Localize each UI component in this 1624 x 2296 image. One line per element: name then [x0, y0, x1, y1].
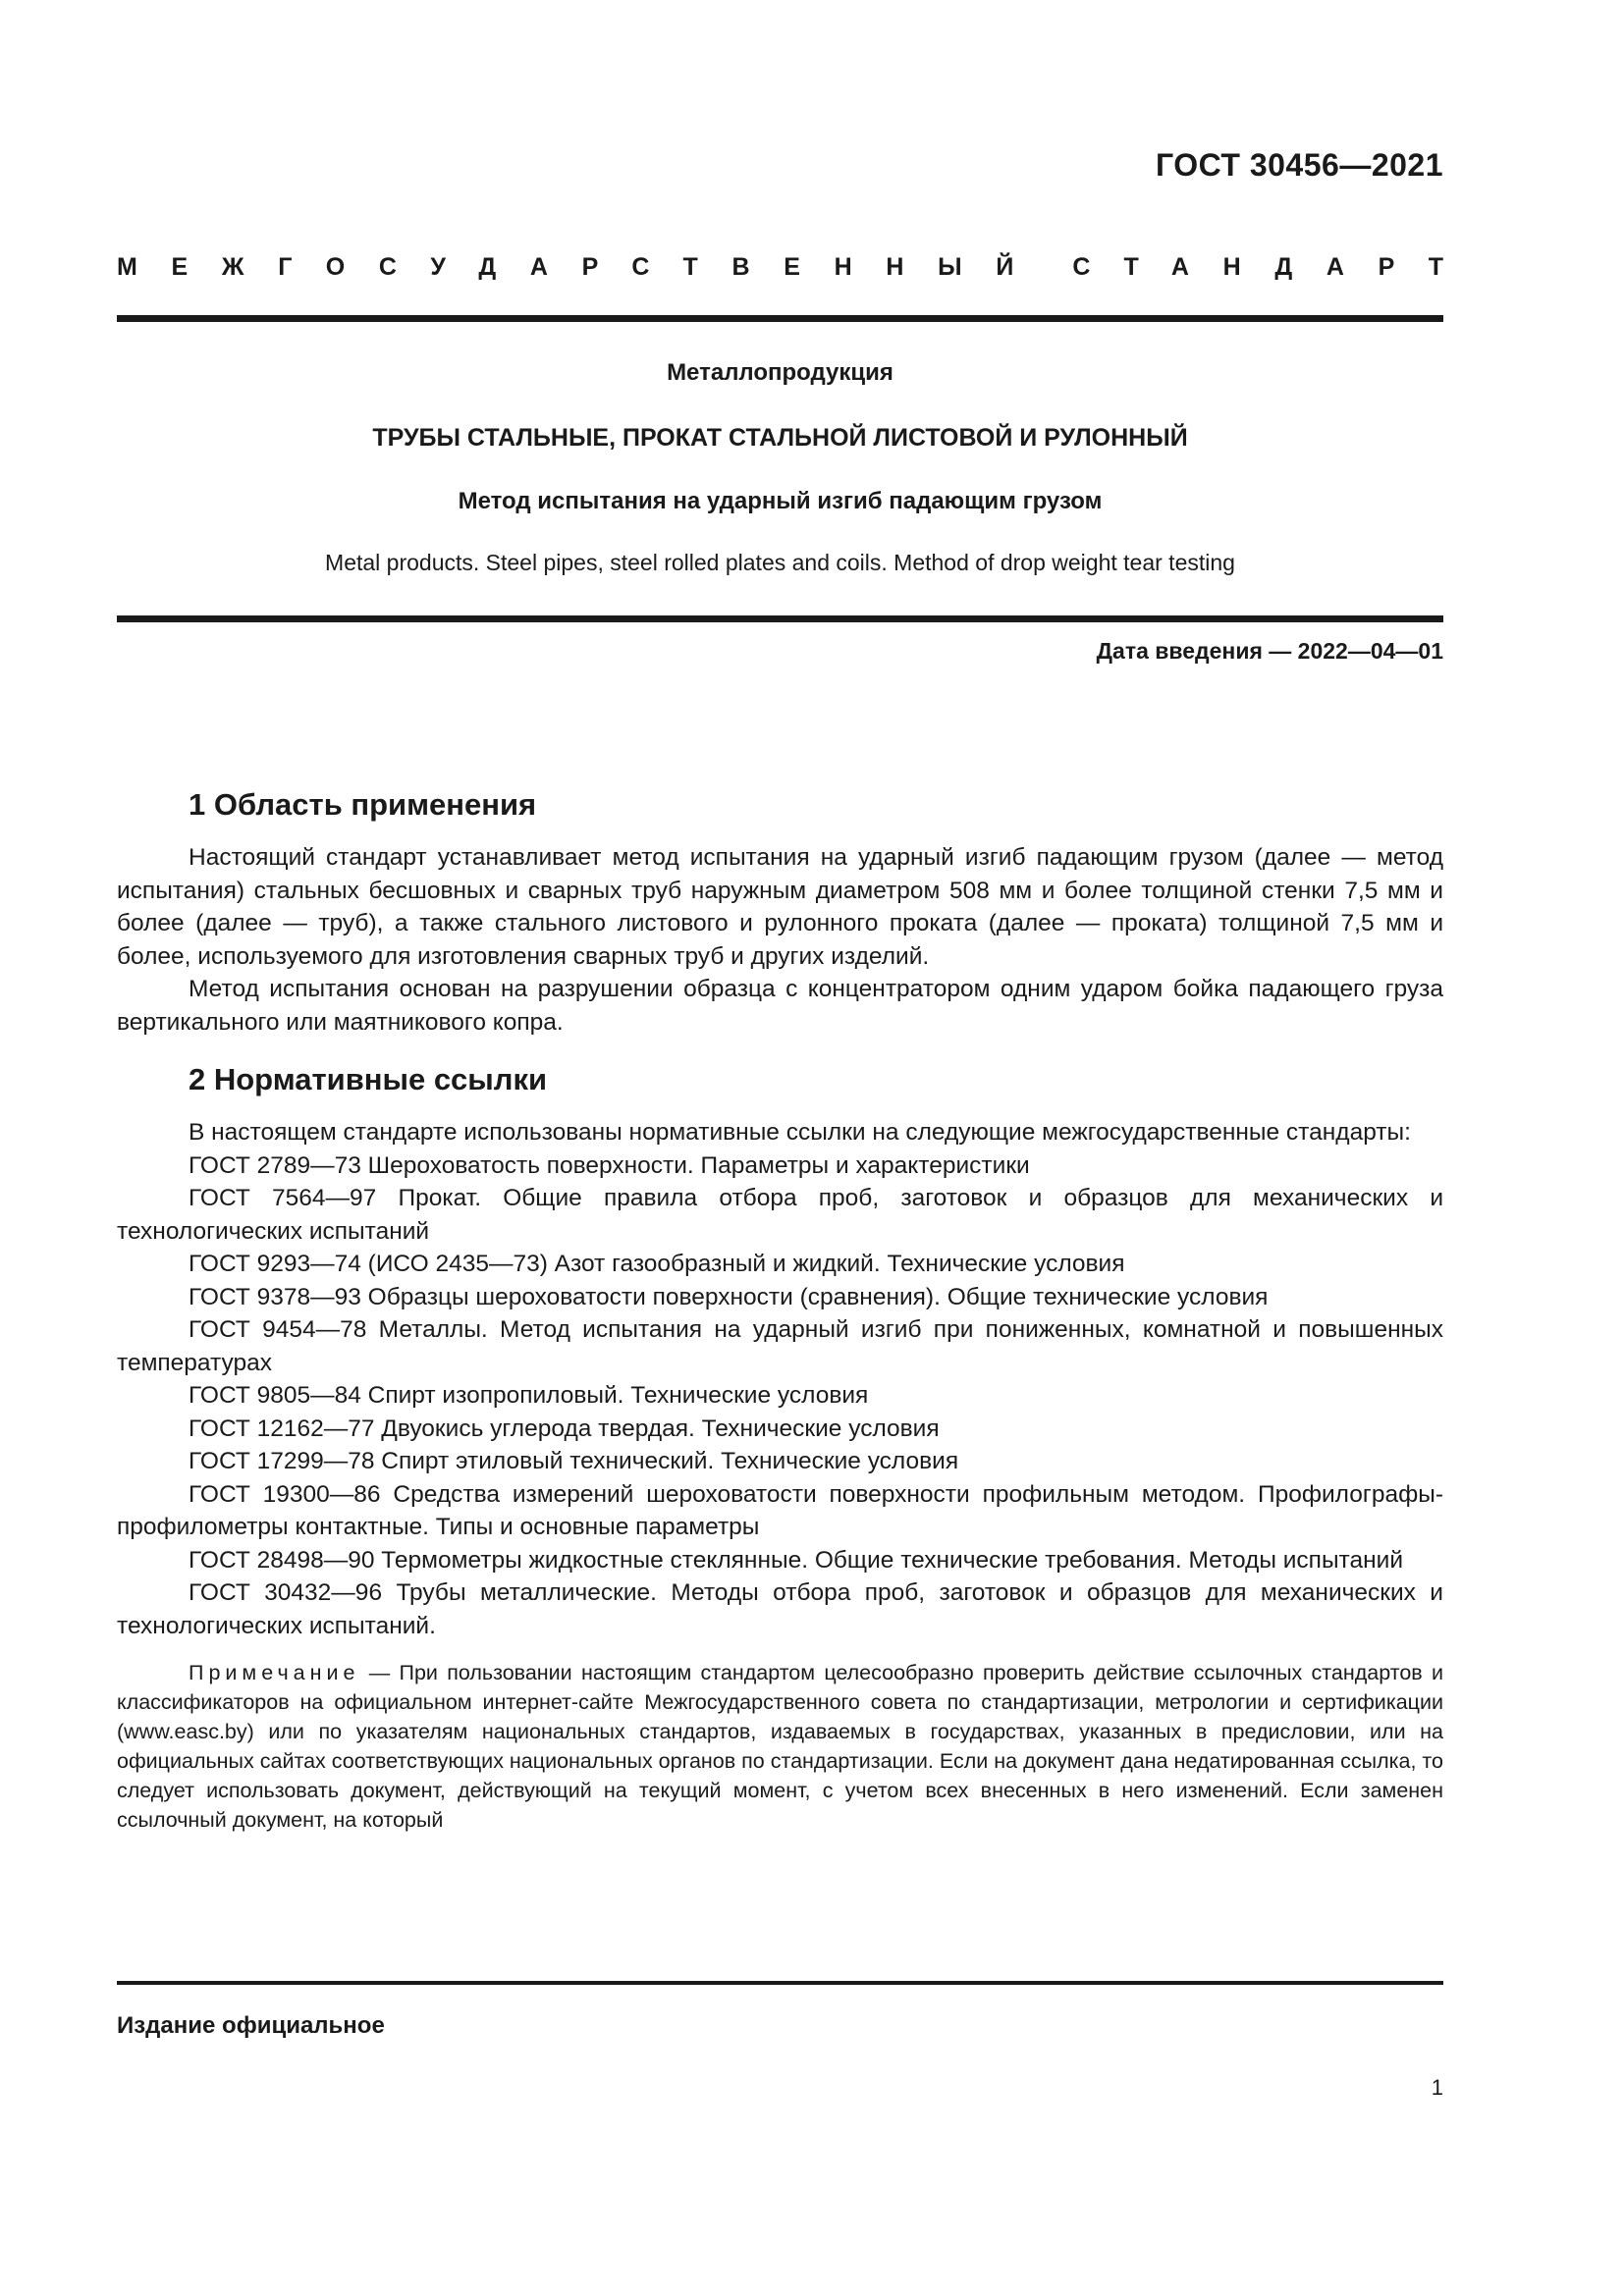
reference-item: ГОСТ 9454—78 Металлы. Метод испытания на ударный изгиб при пониженных, комнатной и повышенных температурах: [117, 1316, 1443, 1376]
page-number: 1: [1431, 2075, 1443, 2100]
footer-divider: [117, 1981, 1443, 1985]
reference-item: ГОСТ 7564—97 Прокат. Общие правила отбора проб, заготовок и образцов для механических и технологических испытаний: [117, 1185, 1443, 1245]
reference-item: ГОСТ 17299—78 Спирт этиловый технический. Технические условия: [189, 1448, 959, 1474]
title-subtitle: Метод испытания на ударный изгиб падающим грузом: [458, 488, 1103, 514]
title-main: ТРУБЫ СТАЛЬНЫЕ, ПРОКАТ СТАЛЬНОЙ ЛИСТОВОЙ И РУЛОННЫЙ: [372, 424, 1188, 452]
reference-item: ГОСТ 28498—90 Термометры жидкостные стеклянные. Общие технические требования. Методы испытаний: [189, 1546, 1404, 1574]
references-intro: В настоящем стандарте использованы нормативные ссылки на следующие межгосударственные стандарты:: [189, 1119, 1411, 1146]
header-divider: [117, 315, 1443, 322]
note-label: Примечание: [189, 1661, 360, 1684]
reference-item: ГОСТ 19300—86 Средства измерений шероховатости поверхности профильным методом. Профилографы-профилометры контактные. Типы и основные параметры: [117, 1480, 1443, 1540]
title-category: Металлопродукция: [667, 359, 893, 386]
references-note: [117, 1658, 1443, 1835]
reference-item: ГОСТ 9378—93 Образцы шероховатости поверхности (сравнения). Общие технические условия: [189, 1283, 1269, 1310]
standard-type-word-2: СТАНДАРТ: [1072, 253, 1478, 281]
document-body: [117, 785, 1443, 1835]
edition-label: Издание официальное: [117, 2012, 385, 2039]
reference-item: ГОСТ 12162—77 Двуокись углерода твердая. Технические условия: [189, 1415, 940, 1442]
reference-item: ГОСТ 9805—84 Спирт изопропиловый. Технические условия: [189, 1382, 869, 1409]
standard-type-heading: [117, 253, 1478, 282]
section-heading-references: 2 Нормативные ссылки: [189, 1062, 548, 1096]
scope-paragraph-2: Метод испытания основан на разрушении образца с концентратором одним ударом бойка падающего груза вертикального или маятникового копра.: [117, 976, 1443, 1036]
scope-paragraph-1: Настоящий стандарт устанавливает метод испытания на ударный изгиб падающим грузом (далее — метод испытания) стальных бесшовных и сварных труб наружным диаметром 508 мм и более толщиной стенки 7,5 мм и более (далее — труб), а также стального листового и рулонного проката (далее — проката) толщиной 7,5 мм и более, используемого для изготовления сварных труб и других изделий.: [117, 844, 1443, 970]
section-heading-scope: 1 Область применения: [189, 787, 537, 822]
reference-item: ГОСТ 30432—96 Трубы металлические. Методы отбора проб, заготовок и образцов для механических и технологических испытаний.: [117, 1579, 1443, 1639]
reference-item: ГОСТ 9293—74 (ИСО 2435—73) Азот газообразный и жидкий. Технические условия: [189, 1251, 1125, 1277]
reference-item: ГОСТ 2789—73 Шероховатость поверхности. Параметры и характеристики: [189, 1151, 1030, 1179]
note-text: — При пользовании настоящим стандартом целесообразно проверить действие ссылочных стандартов и классификаторов на официальном интернет-сайте Межгосударственного совета по стандартизации, метрологии и сертификации (www.easc.by) или по указателям национальных стандартов, издаваемых в государствах, указанных в предисловии, или на официальных сайтах соответствующих национальных органов по стандартизации. Если на документ дана недатированная ссылка, то следует использовать документ, действующий на текущий момент, с учетом всех внесенных в него изменений. Если заменен ссылочный документ, на который: [117, 1661, 1443, 1832]
title-english: Metal products. Steel pipes, steel rolled plates and coils. Method of drop weight tear testing: [325, 550, 1235, 575]
standard-type-word-1: МЕЖГОСУДАРСТВЕННЫЙ: [117, 253, 1049, 281]
document-number: ГОСТ 30456—2021: [1155, 147, 1443, 183]
introduction-date: Дата введения — 2022—04—01: [1096, 638, 1443, 664]
title-divider: [117, 615, 1443, 622]
